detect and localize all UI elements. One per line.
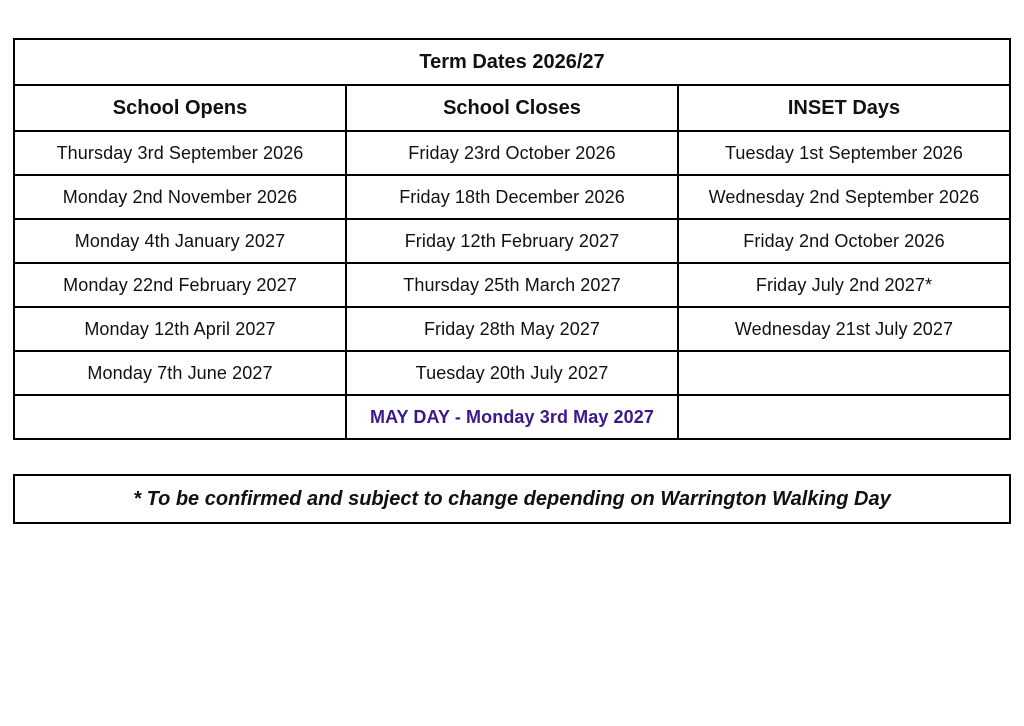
column-header-school-closes: School Closes [346, 85, 678, 131]
school-closes-cell: Friday 12th February 2027 [346, 219, 678, 263]
school-closes-cell: Friday 28th May 2027 [346, 307, 678, 351]
school-opens-cell: Monday 12th April 2027 [14, 307, 346, 351]
school-closes-cell: Tuesday 20th July 2027 [346, 351, 678, 395]
school-opens-cell [14, 395, 346, 439]
table-title-row [14, 39, 1010, 85]
school-closes-cell: Friday 18th December 2026 [346, 175, 678, 219]
table-row [14, 395, 1010, 439]
footnote-box [13, 474, 1011, 524]
table-row [14, 175, 1010, 219]
table-row [14, 219, 1010, 263]
inset-day-cell [678, 351, 1010, 395]
inset-day-cell: Wednesday 2nd September 2026 [678, 175, 1010, 219]
column-header-inset-days: INSET Days [678, 85, 1010, 131]
table-row [14, 351, 1010, 395]
table-row [14, 307, 1010, 351]
school-opens-cell: Thursday 3rd September 2026 [14, 131, 346, 175]
table-header-row [14, 85, 1010, 131]
column-header-school-opens: School Opens [14, 85, 346, 131]
may-day-cell: MAY DAY - Monday 3rd May 2027 [346, 395, 678, 439]
inset-day-cell: Wednesday 21st July 2027 [678, 307, 1010, 351]
inset-day-cell [678, 395, 1010, 439]
school-opens-cell: Monday 2nd November 2026 [14, 175, 346, 219]
school-opens-cell: Monday 22nd February 2027 [14, 263, 346, 307]
term-dates-table [13, 38, 1011, 440]
school-opens-cell: Monday 7th June 2027 [14, 351, 346, 395]
school-closes-cell: Friday 23rd October 2026 [346, 131, 678, 175]
school-opens-cell: Monday 4th January 2027 [14, 219, 346, 263]
table-row [14, 263, 1010, 307]
school-closes-cell: Thursday 25th March 2027 [346, 263, 678, 307]
inset-day-cell: Friday 2nd October 2026 [678, 219, 1010, 263]
inset-day-cell: Tuesday 1st September 2026 [678, 131, 1010, 175]
inset-day-cell: Friday July 2nd 2027* [678, 263, 1010, 307]
footnote-text: * To be confirmed and subject to change depending on Warrington Walking Day [133, 487, 891, 510]
table-row [14, 131, 1010, 175]
table-title: Term Dates 2026/27 [14, 39, 1010, 85]
